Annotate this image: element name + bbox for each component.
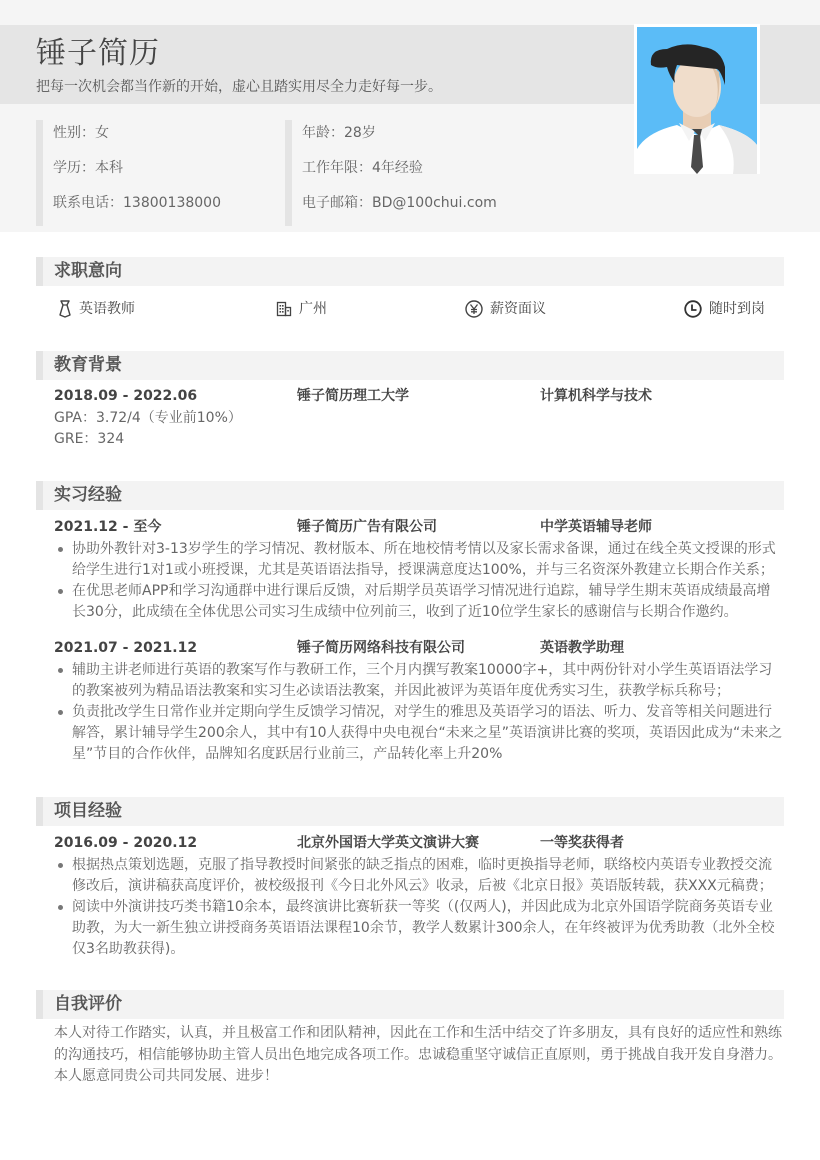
- clock-icon: [684, 300, 702, 318]
- self-evaluation-text: 本人对待工作踏实，认真，并且极富工作和团队精神，因此在工作和生活中结交了许多朋友，具有良好的适应性和熟练的沟通技巧，相信能够协助主管人员出色地完成各项工作。忠诚稳重坚守诚信正直原则，勇于挑战自我开发自身潜力。本人愿意同贵公司共同发展、进步！: [54, 1025, 782, 1084]
- list-item: 负责批改学生日常作业并定期向学生反馈学习情况，对学生的雅思及英语学习的语法、听力、发音等相关问题进行解答，累计辅导学生200余人，其中有10人获得中央电视台“未来之星”英语演讲比赛的奖项，英语因此成为“未来之星”节目的合作伙伴，品牌知名度跃居行业前三，产品转化率上升20%: [54, 702, 784, 765]
- internship-bullets: [36, 660, 784, 765]
- intent-city: [276, 299, 327, 319]
- motto: 把每一次机会都当作新的开始，虚心且踏实用尽全力走好每一步。: [36, 79, 442, 95]
- section-education: [36, 351, 784, 450]
- intent-salary: [465, 299, 546, 319]
- section-self-evaluation: [36, 990, 784, 1088]
- section-job-intent: [36, 257, 784, 330]
- tie-icon: [58, 300, 72, 318]
- list-item: 在优思老师APP和学习沟通群中进行课后反馈，对后期学员英语学习情况进行追踪，辅导学生期末英语成绩最高增长30分，此成绩在全体优思公司实习生成绩中位列前三，收到了近10位学生家长的感谢信与长期合作邀约。: [54, 581, 784, 623]
- section-title: 求职意向: [36, 257, 784, 286]
- info-phone: 联系电话：13800138000: [53, 195, 221, 211]
- project-name: 北京外国语大学英文演讲大赛: [297, 835, 479, 851]
- yen-icon: [465, 300, 483, 318]
- info-education: 学历：本科: [53, 160, 123, 176]
- project-role: 一等奖获得者: [540, 835, 624, 851]
- section-title: 项目经验: [36, 797, 784, 826]
- job-role: 中学英语辅导老师: [540, 519, 652, 535]
- section-title: 教育背景: [36, 351, 784, 380]
- info-email: 电子邮箱：BD@100chui.com: [302, 195, 497, 211]
- project-bullets: [36, 855, 784, 960]
- list-item: 辅助主讲老师进行英语的教案写作与教研工作，三个月内撰写教案10000字+，其中两份针对小学生英语语法学习的教案被列为精品语法教案和实习生必读语法教案，并因此被评为英语年度优秀实习生，获教学标兵称号；: [54, 660, 784, 702]
- info-gender: 性别：女: [53, 125, 109, 141]
- resume-title: 锤子简历: [36, 36, 160, 71]
- internship-entry-header: [36, 636, 784, 660]
- section-title: 实习经验: [36, 481, 784, 510]
- intent-city-text: 广州: [299, 301, 327, 317]
- project-entry-header: [36, 831, 784, 855]
- gre-text: GRE：324: [54, 431, 125, 447]
- education-date: 2018.09 - 2022.06: [54, 388, 198, 404]
- job-role: 英语教学助理: [540, 640, 624, 656]
- intent-availability: [684, 299, 765, 319]
- gpa-text: GPA：3.72/4（专业前10%）: [54, 410, 242, 426]
- building-icon: [276, 301, 292, 317]
- school-name: 锤子简历理工大学: [297, 388, 409, 404]
- resume-header: [0, 0, 820, 232]
- basic-info-left: [36, 120, 276, 226]
- intent-position-text: 英语教师: [79, 301, 135, 317]
- intent-salary-text: 薪资面议: [490, 301, 546, 317]
- section-title: 自我评价: [36, 990, 784, 1019]
- job-intent-row: [36, 286, 784, 330]
- basic-info-right: [285, 120, 605, 226]
- info-experience-years: 工作年限：4年经验: [302, 160, 423, 176]
- education-entry-header: [36, 384, 784, 408]
- internship-date: 2021.07 - 2021.12: [54, 640, 198, 656]
- internship-bullets: [36, 539, 784, 623]
- list-item: 协助外教针对3-13岁学生的学习情况、教材版本、所在地校情考情以及家长需求备课，通过在线全英文授课的形式给学生进行1对1或小班授课，尤其是英语语法指导，授课满意度达100%，并与三名资深外教建立长期合作关系；: [54, 539, 784, 581]
- list-item: 根据热点策划选题，克服了指导教授时间紧张的缺乏指点的困难，临时更换指导老师，联络校内英语专业教授交流修改后，演讲稿获高度评价，被校级报刊《今日北外风云》收录，后被《北京日报》英语版转载，获XXX元稿费；: [54, 855, 784, 897]
- company-name: 锤子简历广告有限公司: [297, 519, 437, 535]
- intent-availability-text: 随时到岗: [709, 301, 765, 317]
- major: 计算机科学与技术: [540, 388, 652, 404]
- section-internship: [36, 481, 784, 765]
- project-date: 2016.09 - 2020.12: [54, 835, 198, 851]
- internship-date: 2021.12 - 至今: [54, 519, 162, 535]
- company-name: 锤子简历网络科技有限公司: [297, 640, 465, 656]
- profile-photo: [634, 24, 760, 174]
- section-projects: [36, 797, 784, 960]
- avatar-portrait-icon: [637, 27, 757, 174]
- internship-entry-header: [36, 515, 784, 539]
- list-item: 阅读中外演讲技巧类书籍10余本，最终演讲比赛斩获一等奖（(仅两人)，并因此成为北京外国语学院商务英语专业助教，为大一新生独立讲授商务英语语法课程10余节，教学人数累计300余人，在年终被评为优秀助教（北外全校仅3名助教获得)。: [54, 897, 784, 960]
- intent-position: [58, 299, 135, 319]
- info-age: 年龄：28岁: [302, 125, 376, 141]
